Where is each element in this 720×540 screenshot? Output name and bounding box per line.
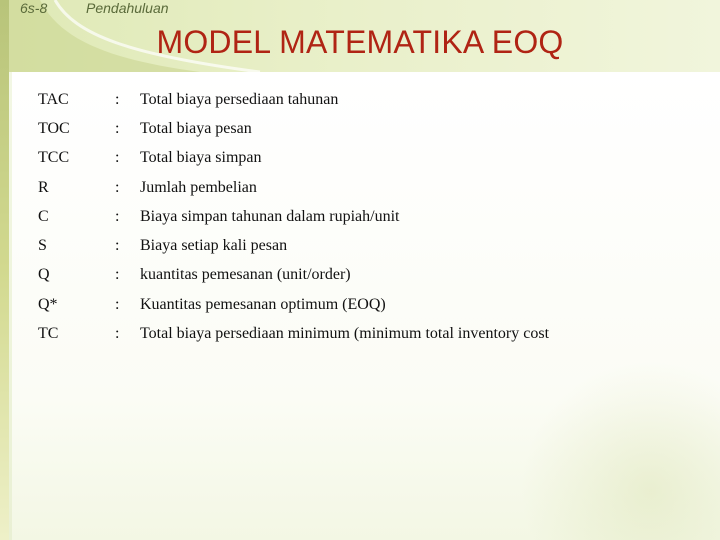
definition-description: Total biaya pesan bbox=[140, 119, 252, 137]
definition-separator: : bbox=[115, 237, 120, 255]
definition-symbol: TCC bbox=[38, 149, 70, 167]
definition-symbol: TOC bbox=[38, 119, 70, 137]
slide-title-text: MODEL MATEMATIKA EOQ bbox=[156, 24, 564, 60]
definition-row bbox=[38, 173, 549, 202]
definition-description: kuantitas pemesanan (unit/order) bbox=[140, 266, 351, 284]
definition-separator: : bbox=[115, 90, 120, 108]
definitions-table bbox=[38, 85, 549, 349]
definition-description: Total biaya simpan bbox=[140, 149, 262, 167]
definition-separator: : bbox=[115, 178, 120, 196]
definition-description: Biaya setiap kali pesan bbox=[140, 237, 288, 255]
definition-symbol: Q bbox=[38, 266, 50, 284]
definition-row bbox=[38, 85, 549, 114]
section-label: Pendahuluan bbox=[86, 0, 169, 16]
definition-row bbox=[38, 319, 549, 348]
definition-row bbox=[38, 144, 549, 173]
definition-description: Jumlah pembelian bbox=[140, 178, 257, 196]
slide-title bbox=[0, 24, 720, 61]
definition-separator: : bbox=[115, 325, 120, 343]
definition-row bbox=[38, 261, 549, 290]
content-area bbox=[12, 72, 720, 540]
definition-description: Total biaya persediaan minimum (minimum total inventory cost bbox=[140, 325, 550, 343]
definition-description: Biaya simpan tahunan dalam rupiah/unit bbox=[140, 207, 400, 225]
definition-row bbox=[38, 231, 549, 260]
definition-symbol: C bbox=[38, 207, 49, 225]
definition-symbol: R bbox=[38, 178, 49, 196]
definition-row bbox=[38, 114, 549, 143]
definition-description: Total biaya persediaan tahunan bbox=[140, 90, 339, 108]
definition-separator: : bbox=[115, 119, 120, 137]
definition-symbol: S bbox=[38, 237, 47, 255]
definition-row bbox=[38, 290, 549, 319]
definition-description: Kuantitas pemesanan optimum (EOQ) bbox=[140, 295, 386, 313]
definition-symbol: TAC bbox=[38, 90, 69, 108]
definition-row bbox=[38, 202, 549, 231]
slide-number: 6s-8 bbox=[20, 0, 48, 16]
definition-separator: : bbox=[115, 266, 120, 284]
definition-symbol: Q* bbox=[38, 295, 58, 313]
left-accent-bar bbox=[0, 0, 9, 540]
decorative-circle bbox=[520, 360, 720, 540]
definition-separator: : bbox=[115, 149, 120, 167]
definition-symbol: TC bbox=[38, 325, 59, 343]
definition-separator: : bbox=[115, 295, 120, 313]
definition-separator: : bbox=[115, 207, 120, 225]
